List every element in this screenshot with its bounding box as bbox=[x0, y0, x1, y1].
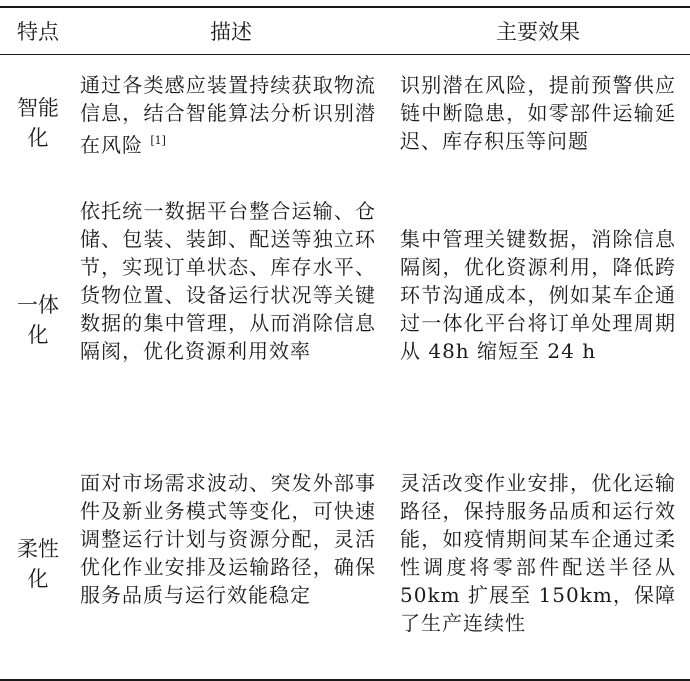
table-row bbox=[0, 55, 690, 192]
description-text: 通过各类感应装置持续获取物流信息，结合智能算法分析识别潜在风险 bbox=[80, 73, 376, 157]
feature-label: 柔性化 bbox=[17, 537, 59, 591]
description-cell: 依托统一数据平台整合运输、仓储、包装、装卸、配送等独立环节，实现订单状态、库存水平、货物位置、设备运行状况等关键数据的集中管理，从而消除信息隔阂，优化资源利用效率 bbox=[80, 199, 376, 363]
effect-cell: 灵活改变作业安排，优化运输路径，保持服务品质和运行效能，如疫情期间某车企通过柔性调度将零部件配送半径从 50km 扩展至 150km，保障了生产连续性 bbox=[400, 471, 676, 635]
header-description: 描述 bbox=[210, 20, 252, 44]
description-cell: 面对市场需求波动、突发外部事件及新业务模式等变化，可快速调整运行计划与资源分配，灵活优化作业安排及运输路径，确保服务品质与运行效能稳定 bbox=[80, 471, 376, 607]
description-cell bbox=[76, 55, 386, 192]
feature-label: 智能化 bbox=[17, 96, 59, 150]
header-effect: 主要效果 bbox=[496, 20, 580, 44]
table-row bbox=[0, 449, 690, 680]
effect-cell: 识别潜在风险，提前预警供应链中断隐患，如零部件运输延迟、库存积压等问题 bbox=[400, 73, 676, 153]
citation-ref: [1] bbox=[150, 134, 166, 147]
features-table bbox=[0, 6, 690, 681]
table-row bbox=[0, 191, 690, 449]
effect-cell: 集中管理关键数据，消除信息隔阂，优化资源利用，降低跨环节沟通成本，例如某车企通过一体化平台将订单处理周期从 48h 缩短至 24 h bbox=[400, 227, 676, 363]
feature-cell bbox=[0, 191, 76, 449]
header-feature: 特点 bbox=[17, 20, 59, 44]
header-row bbox=[0, 7, 690, 55]
feature-cell bbox=[0, 55, 76, 192]
feature-label: 一体化 bbox=[17, 293, 59, 347]
feature-cell bbox=[0, 449, 76, 680]
